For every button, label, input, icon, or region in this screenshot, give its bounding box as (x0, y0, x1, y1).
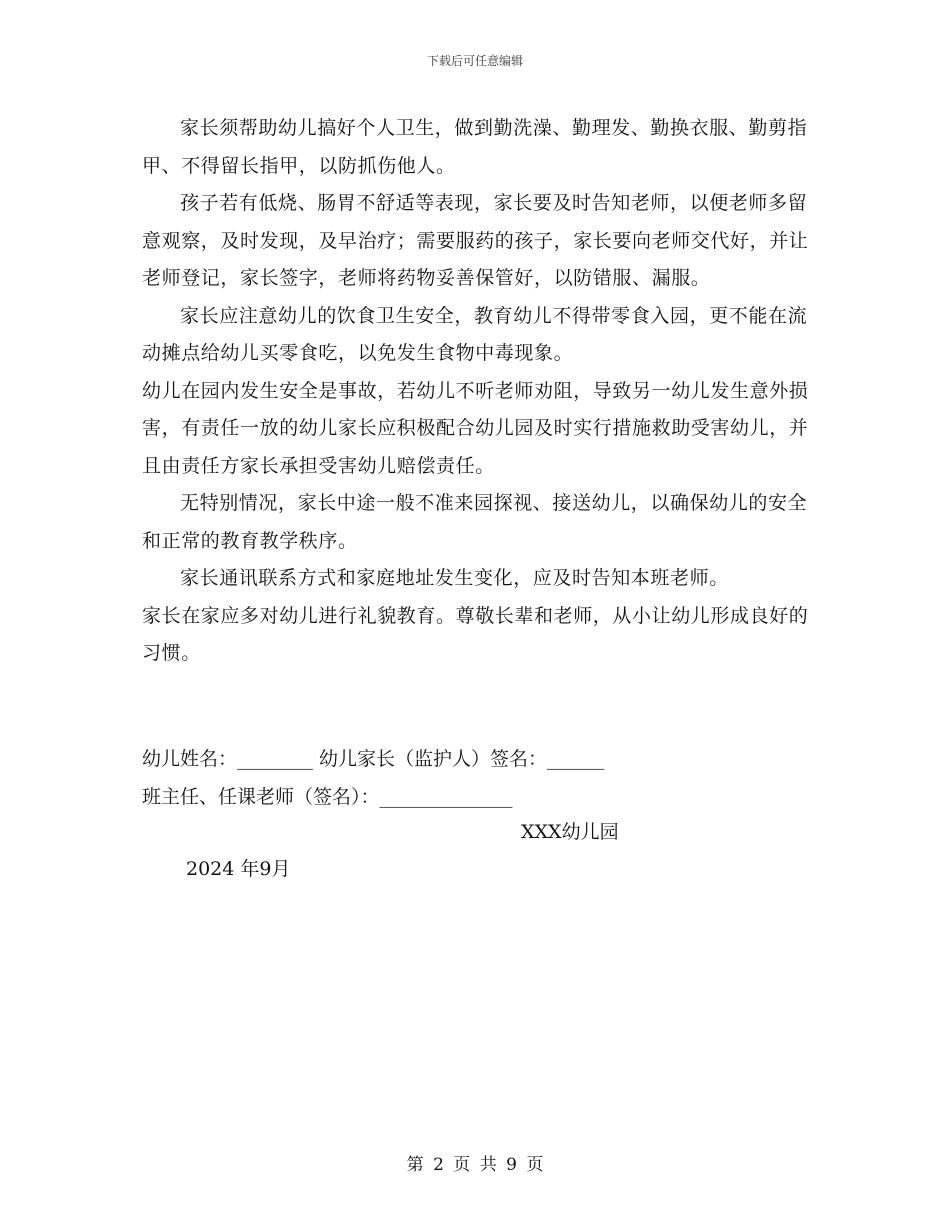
page-number: 第 2 页 共 9 页 (406, 1155, 544, 1175)
paragraph-accident: 幼儿在园内发生安全是事故，若幼儿不听老师劝阻，导致另一幼儿发生意外损害，有责任一放的幼儿家长应积极配合幼儿园及时实行措施救助受害幼儿，并且由责任方家长承担受害幼儿赔偿责任。 (142, 379, 809, 477)
school-name: XXX幼儿园 (521, 821, 619, 843)
paragraph-manners: 家长在家应多对幼儿进行礼貌教育。尊敬长辈和老师，从小让幼儿形成良好的习惯。 (142, 604, 809, 664)
document-body (142, 110, 812, 673)
paragraph-visits: 无特别情况，家长中途一般不准来园探视、接送幼儿，以确保幼儿的安全和正常的教育教学秩序。 (142, 492, 808, 552)
document-date: 2024 年9月 (186, 858, 291, 880)
paragraph-food-safety: 家长应注意幼儿的饮食卫生安全，教育幼儿不得带零食入园，更不能在流动摊点给幼儿买零食吃，以免发生食物中毒现象。 (142, 304, 808, 364)
paragraph-hygiene: 家长须帮助幼儿搞好个人卫生，做到勤洗澡、勤理发、勤换衣服、勤剪指甲、不得留长指甲，以防抓伤他人。 (142, 117, 808, 177)
page-header: 下载后可任意编辑 (426, 54, 523, 68)
paragraph-contact-change: 家长通讯联系方式和家庭地址发生变化，应及时告知本班老师。 (180, 567, 729, 589)
signature-child-parent: 幼儿姓名：________ 幼儿家长（监护人）签名：______ (142, 748, 605, 770)
signature-teacher: 班主任、任课老师（签名）：______________ (142, 786, 513, 808)
paragraph-illness: 孩子若有低烧、肠胃不舒适等表现，家长要及时告知老师，以便老师多留意观察，及时发现，及早治疗；需要服药的孩子，家长要向老师交代好，并让老师登记，家长签字，老师将药物妥善保管好，以防错服、漏服。 (142, 192, 809, 289)
